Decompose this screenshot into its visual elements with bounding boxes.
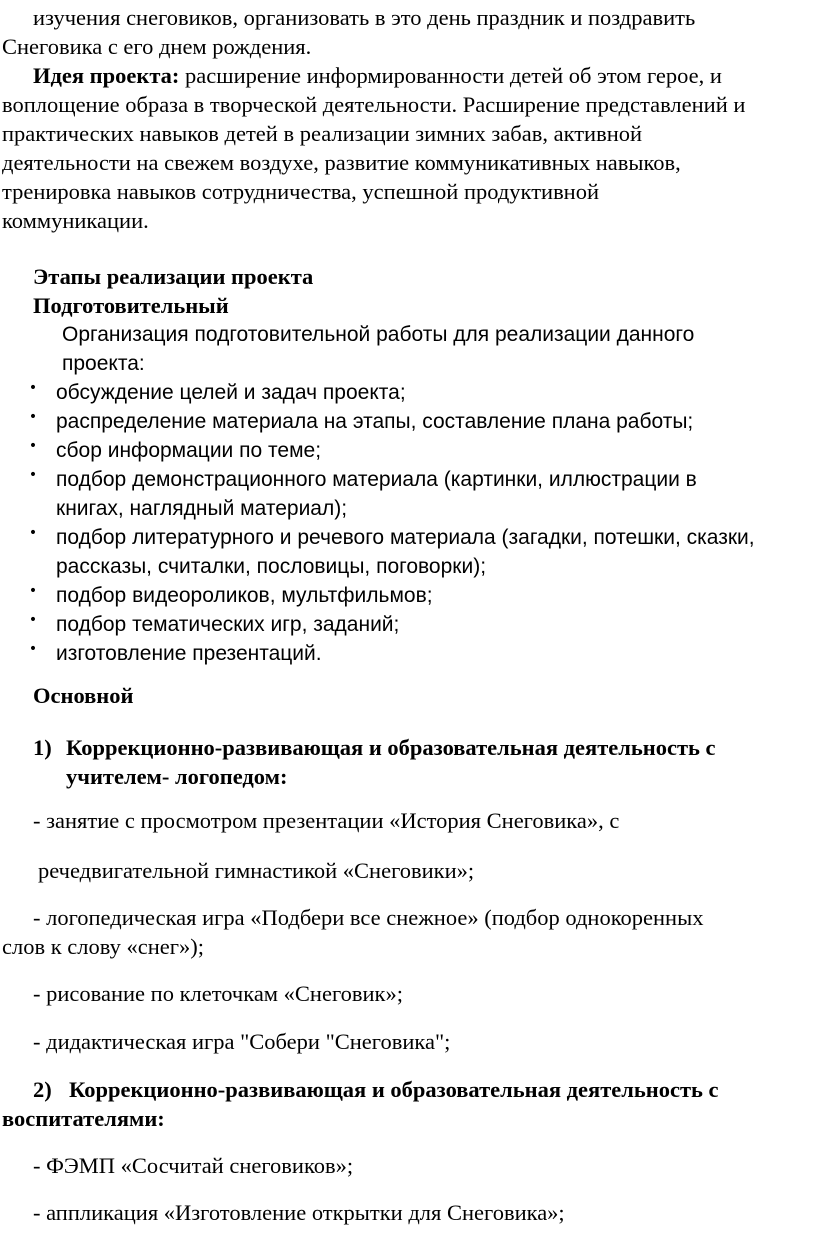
bullet-item-1: обсуждение целей и задач проекта; bbox=[56, 381, 406, 404]
section-1-title-line-1: Коррекционно-развивающая и образовательная деятельность с bbox=[66, 735, 716, 760]
bullet-icon: • bbox=[28, 467, 38, 483]
bullet-item-8: изготовление презентаций. bbox=[56, 642, 322, 665]
idea-line-6: коммуникации. bbox=[2, 208, 149, 233]
section-1-item-2-cont: слов к слову «снег»); bbox=[2, 934, 204, 959]
bullet-item-4-cont: книгах, наглядный материал); bbox=[56, 497, 348, 520]
bullet-icon: • bbox=[28, 380, 38, 396]
stages-heading: Этапы реализации проекта bbox=[33, 264, 314, 289]
bullet-icon: • bbox=[28, 525, 38, 541]
idea-line-3: практических навыков детей в реализации зимних забав, активной bbox=[2, 121, 643, 146]
section-1-item-2: - логопедическая игра «Подбери все снежное» (подбор однокоренных bbox=[33, 905, 704, 930]
bullet-item-7: подбор тематических игр, заданий; bbox=[56, 613, 400, 636]
section-1-item-3: - рисование по клеточкам «Снеговик»; bbox=[33, 981, 403, 1006]
idea-text: расширение информированности детей об этом герое, и bbox=[179, 63, 722, 88]
idea-line-1 bbox=[33, 61, 722, 90]
bullet-item-4: подбор демонстрационного материала (картинки, иллюстрации в bbox=[56, 468, 697, 491]
bullet-icon: • bbox=[28, 612, 38, 628]
section-1-item-1: - занятие с просмотром презентации «История Снеговика», с bbox=[33, 808, 620, 833]
bullet-item-5: подбор литературного и речевого материала (загадки, потешки, сказки, bbox=[56, 526, 755, 549]
idea-line-5: тренировка навыков сотрудничества, успешной продуктивной bbox=[2, 179, 600, 204]
bullet-item-5-cont: рассказы, считалки, пословицы, поговорки); bbox=[56, 555, 487, 578]
idea-line-2: воплощение образа в творческой деятельности. Расширение представлений и bbox=[2, 92, 746, 117]
idea-line-4: деятельности на свежем воздухе, развитие коммуникативных навыков, bbox=[2, 150, 681, 175]
prep-intro-line-1: Организация подготовительной работы для реализации данного bbox=[62, 323, 695, 346]
prep-heading: Подготовительный bbox=[33, 293, 229, 318]
bullet-icon: • bbox=[28, 409, 38, 425]
bullet-icon: • bbox=[28, 438, 38, 454]
bullet-item-3: сбор информации по теме; bbox=[56, 439, 322, 462]
section-2-title-line-1: Коррекционно-развивающая и образовательная деятельность с bbox=[69, 1077, 719, 1102]
prep-intro-line-2: проекта: bbox=[62, 352, 145, 375]
section-1-number: 1) bbox=[33, 735, 52, 760]
section-1-item-1-cont: речедвигательной гимнастикой «Снеговики»; bbox=[38, 858, 475, 883]
bullet-icon: • bbox=[28, 583, 38, 599]
intro-line-1: изучения снеговиков, организовать в это день праздник и поздравить bbox=[33, 5, 696, 30]
bullet-item-6: подбор видеороликов, мультфильмов; bbox=[56, 584, 433, 607]
bullet-item-2: распределение материала на этапы, составление плана работы; bbox=[56, 410, 694, 433]
idea-label: Идея проекта: bbox=[33, 63, 180, 88]
main-stage-heading: Основной bbox=[33, 683, 134, 708]
section-2-item-2: - аппликация «Изготовление открытки для Снеговика»; bbox=[33, 1200, 565, 1225]
intro-line-2: Снеговика с его днем рождения. bbox=[2, 34, 312, 59]
section-1-title-line-2: учителем- логопедом: bbox=[66, 764, 288, 789]
section-2-title-line-2: воспитателями: bbox=[2, 1106, 165, 1131]
section-2-number: 2) bbox=[33, 1077, 52, 1102]
section-2-item-1: - ФЭМП «Сосчитай снеговиков»; bbox=[33, 1153, 354, 1178]
bullet-icon: • bbox=[28, 641, 38, 657]
section-1-item-4: - дидактическая игра "Собери "Снеговика"; bbox=[33, 1029, 451, 1054]
